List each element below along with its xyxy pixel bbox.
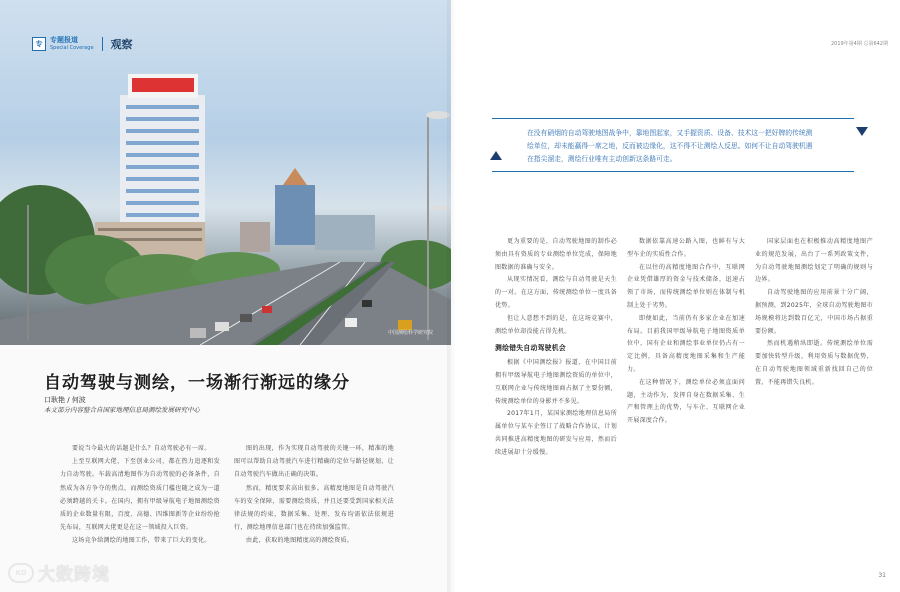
paragraph: 国家层面也在积极推动高精度地图产业的规范发展，出台了一系列政策文件，为自动驾驶地图测绘划定了明确的规则与边界。 [755,238,873,284]
paragraph: 更为重要的是，自动驾驶地图的制作必须由具有资质的专业测绘单位完成，保障地图数据的准确与安全。 [495,238,617,271]
section-label: 观察 [110,38,133,51]
paragraph: 但让人意想不到的是，在这场竞赛中，测绘单位却没能占得先机。 [495,314,617,335]
tag-en: Special Coverage [50,45,94,51]
author-affiliation: 本文部分内容整合自国家地理信息局测绘发展研究中心 [44,406,200,414]
paragraph: 图的出现，作为实现自动驾驶的关键一环，精准的地图可以帮助自动驾驶汽车进行精确的定位与路径规划，让自动驾驶汽车做出正确的决策。 [234,445,394,479]
watermark-text: 大数跨境 [38,565,110,585]
tag-divider [102,37,103,51]
pull-quote: 在没有硝烟的自动驾驶地图战争中，靠地图起家，又手握资质、设备、技术这一把好牌的传统测绘单位，却未能赢得一席之地，反而被边缘化，这不得不让测绘人反思。如何不让自动驾驶机遇在指尖溜走，测绘行业唯有主动创新这条路可走。 [527,129,813,163]
right-column-2 [627,236,745,428]
page-number: 31 [878,572,886,579]
paragraph: 在这种情况下，测绘单位必须直面问题，主动作为，发挥自身在数据采集、生产和管理上的优势，与车企、互联网企业开展深度合作。 [627,378,745,425]
left-column-2 [234,442,394,548]
paragraph: 2017年1月，某国家测绘地理信息局所属单位与某车企签订了战略合作协议，计划共同推进高精度地图的研发与应用，然而后续进展却十分缓慢。 [495,410,617,456]
paragraph: 即便如此，当前仍有多家企业在加速布局。目前我国甲级导航电子地图资质单位中，国有企业和测绘事业单位仍占有一定比例，具备高精度地图采集和生产能力。 [627,314,745,373]
paragraph: 然而，精度要求高出很多。高精度地图是自动驾驶汽车的安全保障，需要测绘资质，并且还要受到国家相关法律法规的约束，数据采集、处理、发布均需依法依规进行，测绘地理信息部门也在持续加强监管。 [234,484,394,532]
right-column-3 [755,236,873,390]
paragraph: 从现实情况看，测绘与自动驾驶是天生的一对。在这方面，传统测绘单位一度具备优势。 [495,276,617,309]
tag-cn: 专题报道 [50,36,78,44]
watermark-logo-icon: KO [8,563,34,583]
right-column-1 [495,236,617,460]
special-coverage-icon: 专 [32,37,46,51]
left-column-1 [60,442,220,548]
author-byline: 口耿艳 / 何波 [44,396,86,404]
paragraph: 在以往的高精度地图合作中，互联网企业凭借雄厚的资金与技术储备，迅速占领了市场，而传统测绘单位则在体制与机制上处于劣势。 [627,263,745,309]
paragraph: 由此，获取的地图精度高的测绘资质。 [246,537,354,545]
photo-caption: 中国测绘科学研究院 [387,330,433,336]
paragraph: 上至互联网大佬，下至创业公司，都在热力追逐和发力自动驾驶。车载高清地图作为自动驾驶的必备条件，自然成为各方争夺的焦点，而测绘资质门槛也随之成为一道必须跨越的关卡。在国内，拥有甲级导航电子地图测绘资质的企业数量有限，百度、高德、四维图新等企业纷纷抢先布局，互联网大佬更是在这一领域投入巨资。 [60,458,220,532]
watermark [8,560,110,585]
paragraph: 数据依靠高速公路入图，也鲜有与大型车企的实质性合作。 [627,238,745,258]
right-page [455,0,900,592]
paragraph: 这场竞争给测绘的地图工作，带来了巨大的变化。 [72,537,211,545]
paragraph: 要说当今最火的话题是什么？自动驾驶必有一席。 [72,445,211,452]
triangle-down-icon [856,127,868,136]
tag-text [50,37,94,51]
pull-quote-box [492,118,854,172]
paragraph: 自动驾驶地图的应用前景十分广阔，据预测，到2025年，全球自动驾驶地图市场规模将达到数百亿元，中国市场占据重要份额。 [755,289,873,335]
issue-info: 2019年第4期 总第642期 [830,41,888,47]
paragraph: 然而机遇稍纵即逝。传统测绘单位需要加快转型升级，利用资质与数据优势，在自动驾驶地图领域重新找回自己的位置，不能再错失良机。 [755,340,873,386]
section-tag [32,36,133,52]
subheading: 测绘错失自动驾驶机会 [495,344,566,353]
article-title: 自动驾驶与测绘，一场渐行渐远的缘分 [44,373,350,393]
paragraph: 根据《中国测绘报》报道，在中国目前拥有甲级导航电子地图测绘资质的单位中，互联网企业与传统地图商占据了主要份额，传统测绘单位的身影并不多见。 [495,359,617,405]
triangle-up-icon [490,151,502,160]
